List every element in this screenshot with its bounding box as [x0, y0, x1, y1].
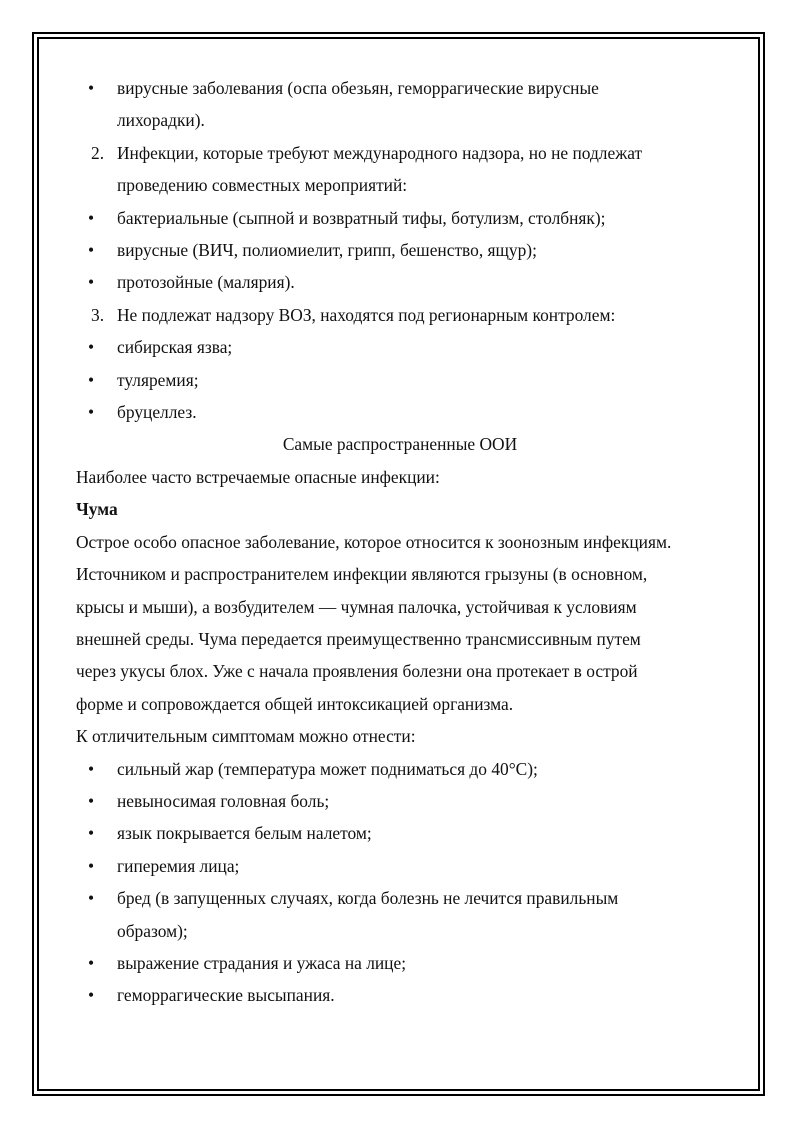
- list-number: 3.: [91, 304, 105, 325]
- document-body: [76, 72, 736, 1012]
- list-item-text: Инфекции, которые требуют международного надзора, но не подлежат: [117, 142, 643, 163]
- bullet-icon: •: [88, 888, 95, 909]
- plague-paragraph: [76, 526, 736, 720]
- list-item: [76, 882, 736, 947]
- list-item-text: проведению совместных мероприятий:: [117, 175, 408, 196]
- list-item-text: Не подлежат надзору ВОЗ, находятся под регионарным контролем:: [117, 304, 616, 325]
- bullet-icon: •: [88, 369, 95, 390]
- paragraph-line: через укусы блох. Уже с начала проявления болезни она протекает в острой: [76, 661, 638, 682]
- bullet-icon: •: [88, 855, 95, 876]
- bullet-icon: •: [88, 207, 95, 228]
- list-number: 2.: [91, 142, 105, 163]
- paragraph-line: крысы и мыши), а возбудителем — чумная палочка, устойчивая к условиям: [76, 596, 637, 617]
- bullet-icon: •: [88, 823, 95, 844]
- list-item-text: невыносимая головная боль;: [117, 790, 330, 811]
- list-item-text: язык покрывается белым налетом;: [117, 823, 372, 844]
- list-item: [76, 396, 736, 428]
- list-item-text: вирусные (ВИЧ, полиомиелит, грипп, бешенство, ящур);: [117, 240, 537, 261]
- bullet-icon: •: [88, 402, 95, 423]
- list-item: [76, 331, 736, 363]
- list-item: [76, 364, 736, 396]
- list-item: [76, 72, 736, 137]
- bullet-icon: •: [88, 985, 95, 1006]
- list-item-text: сибирская язва;: [117, 337, 233, 358]
- bullet-icon: •: [88, 78, 95, 98]
- paragraph-line: внешней среды. Чума передается преимущественно трансмиссивным путем: [76, 628, 641, 649]
- plague-heading: Чума: [76, 499, 118, 520]
- bullet-icon: •: [88, 758, 95, 779]
- list-item-text: сильный жар (температура может подниматься до 40°C);: [117, 758, 538, 779]
- numbered-item: [76, 299, 736, 331]
- list-item-text: выражение страдания и ужаса на лице;: [117, 952, 407, 973]
- list-item-text: бруцеллез.: [117, 402, 197, 423]
- list-item-text: бред (в запущенных случаях, когда болезнь не лечится правильным: [117, 888, 619, 909]
- list-item: [76, 947, 736, 979]
- list-item-text: протозойные (малярия).: [117, 272, 295, 293]
- intro-paragraph: Наиболее часто встречаемые опасные инфекции:: [76, 466, 440, 487]
- list-item: [76, 202, 736, 234]
- bullet-icon: •: [88, 952, 95, 973]
- bullet-icon: •: [88, 272, 95, 293]
- list-item: [76, 785, 736, 817]
- list-item: [76, 753, 736, 785]
- list-item: [76, 266, 736, 298]
- list-item-text: геморрагические высыпания.: [117, 985, 335, 1006]
- list-item: [76, 850, 736, 882]
- list-item: [76, 979, 736, 1011]
- paragraph-line: Острое особо опасное заболевание, которое относится к зоонозным инфекциям.: [76, 531, 672, 552]
- symptoms-intro: К отличительным симптомам можно отнести:: [76, 726, 416, 747]
- section-heading: Самые распространенные ООИ: [282, 434, 518, 455]
- list-item-text: гиперемия лица;: [117, 855, 240, 876]
- list-item-text: туляремия;: [117, 369, 199, 390]
- list-item: [76, 234, 736, 266]
- list-item: [76, 817, 736, 849]
- numbered-item: [76, 137, 736, 202]
- bullet-icon: •: [88, 337, 95, 358]
- list-item-text: образом);: [117, 920, 188, 941]
- bullet-icon: •: [88, 240, 95, 261]
- list-item-text: бактериальные (сыпной и возвратный тифы, ботулизм, столбняк);: [117, 207, 606, 228]
- paragraph-line: форме и сопровождается общей интоксикацией организма.: [76, 693, 514, 714]
- list-item-text: вирусные заболевания (оспа обезьян, геморрагические вирусные: [117, 78, 599, 98]
- list-item-text: лихорадки).: [117, 110, 205, 131]
- paragraph-line: Источником и распространителем инфекции являются грызуны (в основном,: [76, 564, 648, 585]
- bullet-icon: •: [88, 790, 95, 811]
